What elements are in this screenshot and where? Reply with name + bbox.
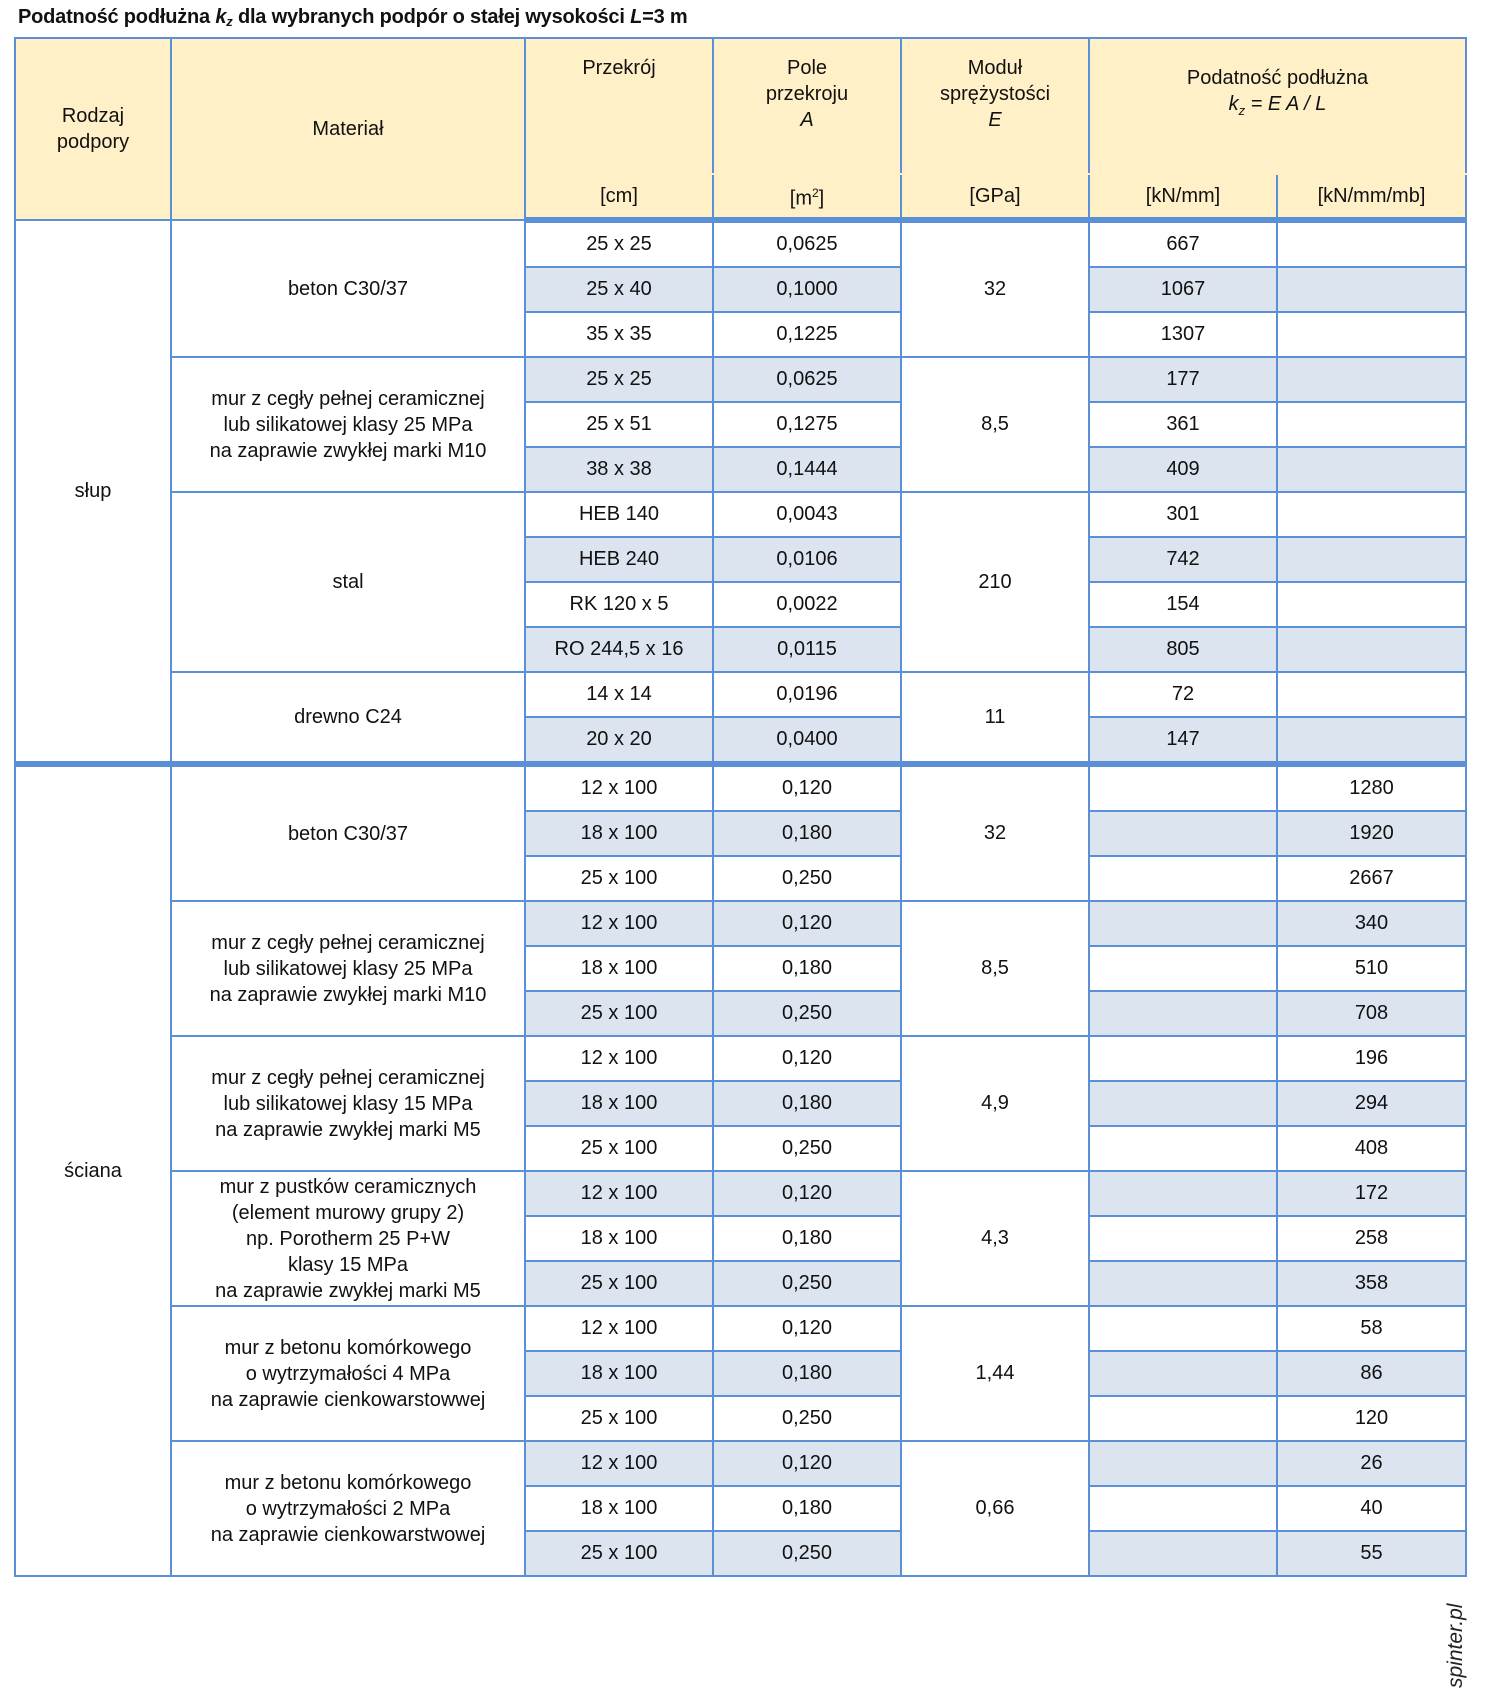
header-stiffness-unit-1: [kN/mm] [1089,174,1277,220]
section-cell: RK 120 x 5 [525,582,713,627]
material-line: mur z cegły pełnej ceramicznej [211,1066,485,1089]
material-cell [171,672,525,764]
area-cell: 0,0400 [713,717,901,764]
header-stiffness-label: Podatność podłużna [1186,67,1369,89]
header-stiffness [1089,38,1466,174]
stiffness-kn-mm-cell [1089,1036,1277,1081]
section-cell: 18 x 100 [525,1216,713,1261]
header-area-line: Pole [786,57,828,79]
stiffness-kn-mm-mb-cell [1277,402,1466,447]
section-cell: 12 x 100 [525,901,713,946]
modulus-cell: 11 [901,672,1089,764]
title-middle: dla wybranych podpór o stałej wysokości [237,6,625,28]
table-body [15,220,1466,1576]
stiffness-kn-mm-mb-cell: 26 [1277,1441,1466,1486]
material-cell [171,764,525,901]
section-cell: 18 x 100 [525,1351,713,1396]
stiffness-table [14,37,1467,1577]
material-line: mur z pustków ceramicznych [219,1175,477,1198]
header-support-type-line: podpory [56,131,130,153]
stiffness-kn-mm-mb-cell: 40 [1277,1486,1466,1531]
area-cell: 0,180 [713,811,901,856]
modulus-cell: 8,5 [901,357,1089,492]
stiffness-kn-mm-cell: 177 [1089,357,1277,402]
formula-k: k [1228,93,1239,115]
stiffness-kn-mm-mb-cell [1277,717,1466,764]
section-cell: 14 x 14 [525,672,713,717]
area-cell: 0,250 [713,1531,901,1576]
header-section-label: Przekrój [582,57,656,79]
stiffness-kn-mm-mb-cell: 55 [1277,1531,1466,1576]
stiffness-kn-mm-mb-cell: 196 [1277,1036,1466,1081]
area-unit-sup: 2 [811,186,819,201]
stiffness-kn-mm-mb-cell: 86 [1277,1351,1466,1396]
material-line: o wytrzymałości 4 MPa [245,1362,451,1385]
table-row [15,1306,1466,1351]
stiffness-kn-mm-mb-cell: 358 [1277,1261,1466,1306]
material-line: lub silikatowej klasy 15 MPa [223,1092,473,1115]
header-modulus-symbol: E [988,109,1002,131]
area-cell: 0,250 [713,856,901,901]
stiffness-kn-mm-cell [1089,946,1277,991]
area-cell: 0,1000 [713,267,901,312]
material-line: klasy 15 MPa [287,1253,409,1276]
support-type-cell: słup [15,220,171,764]
header-modulus [901,38,1089,174]
material-line: np. Porotherm 25 P+W [246,1227,450,1250]
title-length-symbol: L [630,6,643,28]
stiffness-kn-mm-cell: 301 [1089,492,1277,537]
header-area [713,38,901,174]
section-cell: 12 x 100 [525,1441,713,1486]
area-cell: 0,250 [713,991,901,1036]
header-modulus-line: Moduł [967,57,1023,79]
table-row [15,1171,1466,1216]
stiffness-kn-mm-cell [1089,1396,1277,1441]
section-cell: 35 x 35 [525,312,713,357]
section-cell: 18 x 100 [525,1081,713,1126]
section-cell: 25 x 40 [525,267,713,312]
area-cell: 0,120 [713,1306,901,1351]
section-cell: 25 x 25 [525,220,713,267]
section-cell: RO 244,5 x 16 [525,627,713,672]
header-modulus-line: sprężystości [939,83,1051,105]
material-line: (element murowy grupy 2) [231,1201,465,1224]
section-cell: 18 x 100 [525,811,713,856]
table-row [15,357,1466,402]
section-cell: 25 x 25 [525,357,713,402]
stiffness-kn-mm-cell: 409 [1089,447,1277,492]
stiffness-kn-mm-cell [1089,1486,1277,1531]
stiffness-kn-mm-mb-cell [1277,220,1466,267]
section-cell: 12 x 100 [525,1306,713,1351]
material-line: mur z cegły pełnej ceramicznej [211,387,485,410]
stiffness-kn-mm-cell [1089,991,1277,1036]
area-cell: 0,180 [713,1081,901,1126]
table-row [15,764,1466,811]
table-row [15,1441,1466,1486]
area-cell: 0,0115 [713,627,901,672]
stiffness-kn-mm-cell [1089,764,1277,811]
table-row [15,1036,1466,1081]
modulus-cell: 1,44 [901,1306,1089,1441]
stiffness-kn-mm-cell [1089,1441,1277,1486]
area-cell: 0,250 [713,1396,901,1441]
section-cell: 20 x 20 [525,717,713,764]
stiffness-kn-mm-cell [1089,1171,1277,1216]
section-cell: 25 x 100 [525,1126,713,1171]
header-section [525,38,713,174]
stiffness-kn-mm-cell: 1067 [1089,267,1277,312]
area-cell: 0,0196 [713,672,901,717]
material-line: na zaprawie cienkowarstowwej [210,1388,486,1411]
modulus-cell: 210 [901,492,1089,672]
table-row [15,492,1466,537]
table-row [15,220,1466,267]
material-line: na zaprawie zwykłej marki M10 [209,439,487,462]
material-cell [171,492,525,672]
material-cell [171,1441,525,1576]
material-line: stal [332,571,364,593]
title-symbol-sub: z [226,14,233,29]
area-cell: 0,250 [713,1261,901,1306]
stiffness-kn-mm-cell: 147 [1089,717,1277,764]
material-line: na zaprawie cienkowarstwowej [210,1523,486,1546]
section-cell: HEB 240 [525,537,713,582]
support-type-cell: ściana [15,764,171,1576]
stiffness-kn-mm-cell [1089,1261,1277,1306]
header-area-symbol: A [800,109,814,131]
stiffness-kn-mm-mb-cell: 2667 [1277,856,1466,901]
section-cell: 12 x 100 [525,1036,713,1081]
stiffness-kn-mm-cell: 154 [1089,582,1277,627]
modulus-cell: 32 [901,764,1089,901]
area-cell: 0,120 [713,1441,901,1486]
stiffness-kn-mm-mb-cell: 172 [1277,1171,1466,1216]
table-row [15,672,1466,717]
material-line: mur z cegły pełnej ceramicznej [211,931,485,954]
title-length-value: =3 m [642,6,688,28]
section-cell: 25 x 100 [525,1261,713,1306]
stiffness-kn-mm-cell [1089,1306,1277,1351]
stiffness-kn-mm-mb-cell: 120 [1277,1396,1466,1441]
area-cell: 0,0625 [713,357,901,402]
stiffness-kn-mm-mb-cell: 1280 [1277,764,1466,811]
header-support-type-line: Rodzaj [61,105,125,127]
section-cell: 25 x 100 [525,991,713,1036]
area-cell: 0,0625 [713,220,901,267]
area-unit-base: [m [789,187,812,210]
material-cell [171,1036,525,1171]
section-cell: 12 x 100 [525,764,713,811]
stiffness-kn-mm-mb-cell: 58 [1277,1306,1466,1351]
stiffness-kn-mm-cell [1089,1216,1277,1261]
stiffness-kn-mm-cell [1089,856,1277,901]
material-cell [171,357,525,492]
title-symbol: k [215,6,227,28]
stiffness-kn-mm-mb-cell [1277,537,1466,582]
section-cell: 25 x 100 [525,1396,713,1441]
area-cell: 0,1275 [713,402,901,447]
title-prefix: Podatność podłużna [18,6,210,28]
material-line: drewno C24 [294,706,402,728]
stiffness-kn-mm-mb-cell [1277,627,1466,672]
area-cell: 0,180 [713,1351,901,1396]
formula-rest: = E A / L [1245,93,1327,115]
table-row [15,901,1466,946]
section-cell: 25 x 51 [525,402,713,447]
section-cell: 18 x 100 [525,946,713,991]
area-cell: 0,120 [713,901,901,946]
stiffness-kn-mm-cell: 361 [1089,402,1277,447]
stiffness-kn-mm-mb-cell [1277,267,1466,312]
stiffness-kn-mm-cell [1089,1081,1277,1126]
area-cell: 0,0022 [713,582,901,627]
stiffness-kn-mm-cell: 72 [1089,672,1277,717]
material-cell [171,901,525,1036]
stiffness-kn-mm-cell [1089,901,1277,946]
section-cell: 12 x 100 [525,1171,713,1216]
formula-sub: z [1238,103,1246,118]
modulus-cell: 8,5 [901,901,1089,1036]
header-stiffness-formula [1090,91,1465,124]
stiffness-kn-mm-cell [1089,1531,1277,1576]
stiffness-kn-mm-cell: 1307 [1089,312,1277,357]
stiffness-kn-mm-cell: 742 [1089,537,1277,582]
area-cell: 0,120 [713,764,901,811]
area-cell: 0,1225 [713,312,901,357]
stiffness-kn-mm-cell: 805 [1089,627,1277,672]
stiffness-kn-mm-cell: 667 [1089,220,1277,267]
section-cell: 25 x 100 [525,856,713,901]
section-cell: 25 x 100 [525,1531,713,1576]
header-section-unit: [cm] [525,174,713,220]
material-line: beton C30/37 [287,822,409,845]
stiffness-kn-mm-mb-cell: 340 [1277,901,1466,946]
material-line: mur z betonu komórkowego [224,1471,472,1494]
section-cell: HEB 140 [525,492,713,537]
stiffness-kn-mm-mb-cell: 294 [1277,1081,1466,1126]
modulus-cell: 4,3 [901,1171,1089,1306]
stiffness-kn-mm-mb-cell [1277,492,1466,537]
stiffness-kn-mm-cell [1089,811,1277,856]
stiffness-kn-mm-mb-cell [1277,672,1466,717]
material-line: lub silikatowej klasy 25 MPa [223,413,473,436]
stiffness-kn-mm-mb-cell: 258 [1277,1216,1466,1261]
area-cell: 0,250 [713,1126,901,1171]
material-cell [171,1171,525,1306]
modulus-cell: 0,66 [901,1441,1089,1576]
modulus-cell: 4,9 [901,1036,1089,1171]
watermark [1444,1598,1492,1688]
stiffness-kn-mm-cell [1089,1126,1277,1171]
area-cell: 0,120 [713,1171,901,1216]
area-cell: 0,0043 [713,492,901,537]
watermark-text: spinter.pl [1444,1603,1467,1688]
material-cell [171,220,525,357]
area-cell: 0,120 [713,1036,901,1081]
table-title [18,6,687,29]
stiffness-kn-mm-mb-cell [1277,312,1466,357]
section-cell: 38 x 38 [525,447,713,492]
material-line: na zaprawie zwykłej marki M10 [209,983,487,1006]
material-line: na zaprawie zwykłej marki M5 [215,1279,481,1302]
header-area-line: przekroju [765,83,849,105]
header-area-unit [713,174,901,220]
area-cell: 0,180 [713,1486,901,1531]
modulus-cell: 32 [901,220,1089,357]
section-cell: 18 x 100 [525,1486,713,1531]
header-support-type [15,38,171,220]
header-modulus-unit: [GPa] [901,174,1089,220]
stiffness-kn-mm-mb-cell [1277,447,1466,492]
area-unit-end: ] [818,187,825,210]
area-cell: 0,0106 [713,537,901,582]
stiffness-kn-mm-cell [1089,1351,1277,1396]
stiffness-kn-mm-mb-cell: 708 [1277,991,1466,1036]
material-line: mur z betonu komórkowego [224,1336,472,1359]
stiffness-kn-mm-mb-cell [1277,582,1466,627]
stiffness-kn-mm-mb-cell: 510 [1277,946,1466,991]
header-material: Materiał [171,38,525,220]
material-line: beton C30/37 [287,277,409,300]
material-line: na zaprawie zwykłej marki M5 [215,1118,481,1141]
material-line: o wytrzymałości 2 MPa [245,1497,451,1520]
header-stiffness-unit-2: [kN/mm/mb] [1277,174,1466,220]
stiffness-kn-mm-mb-cell [1277,357,1466,402]
material-line: lub silikatowej klasy 25 MPa [223,957,473,980]
material-cell [171,1306,525,1441]
area-cell: 0,180 [713,1216,901,1261]
stiffness-kn-mm-mb-cell: 1920 [1277,811,1466,856]
stiffness-kn-mm-mb-cell: 408 [1277,1126,1466,1171]
table-header [15,38,1466,220]
area-cell: 0,180 [713,946,901,991]
area-cell: 0,1444 [713,447,901,492]
